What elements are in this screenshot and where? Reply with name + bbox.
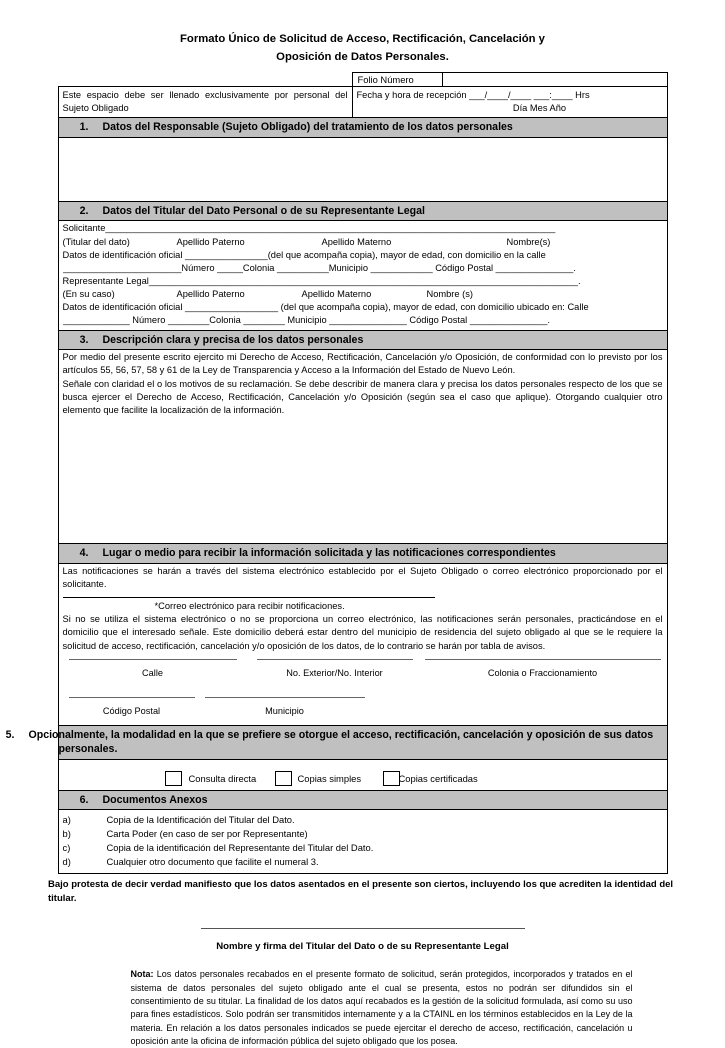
folio-value-cell[interactable] bbox=[442, 73, 667, 87]
section-1-header-row bbox=[58, 118, 667, 138]
section-4-paragraph-2: Si no se utiliza el sistema electrónico o no se proporciona un correo electrónico, las notificaciones serán personales, practicándose en el domicilio que el interesado señale. Este domicilio deberá estar dentro del municipio de residencia del sujeto obligado al que se le requiere la solicitud de acceso, rectificación, cancelación y/o oposición de los datos, de lo contrario se harán por tabla de avisos. bbox=[62, 614, 663, 651]
colonia-input-line[interactable] bbox=[425, 659, 661, 660]
exterior-label: No. Exterior/No. Interior bbox=[286, 667, 383, 678]
section-6-body bbox=[58, 810, 667, 874]
representante-columns bbox=[63, 288, 663, 301]
folio-label: Folio Número bbox=[357, 74, 414, 85]
section-1-header bbox=[58, 118, 667, 138]
municipio-input-line[interactable] bbox=[205, 697, 365, 698]
office-use-cell bbox=[58, 87, 352, 118]
representante-caption: (En su caso) bbox=[62, 289, 115, 300]
form-table bbox=[5, 72, 668, 874]
section-6-title: Documentos Anexos bbox=[102, 793, 208, 806]
ident-line-1[interactable]: Datos de identificación oficial ________________(del que acompaña copia), mayor de edad, con domicilio en la calle bbox=[62, 249, 546, 260]
anexo-marker-d: d) bbox=[62, 856, 71, 868]
section-2-number: 2. bbox=[79, 204, 89, 217]
rep-ident-line-1[interactable]: Datos de identificación oficial __________________ (del que acompaña copia), mayor de edad, con domicilio ubicado en: Calle bbox=[62, 302, 589, 313]
section-1-number: 1. bbox=[79, 121, 89, 134]
ident-line-2[interactable]: _______________________Número _____Colonia __________Municipio ____________ Código Postal _______________. bbox=[62, 262, 576, 273]
representante-line bbox=[63, 275, 663, 288]
rep-col-apellido-materno: Apellido Materno bbox=[301, 289, 372, 300]
list-item bbox=[63, 813, 663, 827]
reception-cell bbox=[352, 87, 667, 118]
nota-text: Los datos personales recabados en el presente formato de solicitud, serán protegidos, incorporados y tratados en el sistema de datos personales del sujeto obligado ante el cual se presenta, estos no podrán ser difundidos sin el consentimiento de su titular. La finalidad de los datos aquí recabados es la gestión de la solicitud formulada, así como su uso para fines estadísticos. Solo podrán ser transmitidos internamente y a la CTAINL en los términos establecidos en la Ley de la materia. En relación a los datos personales indicados se puede ejercitar el derecho de acceso, rectificación, cancelación u oposición ante la oficina de información pública del sujeto obligado que los posea. bbox=[130, 969, 633, 1046]
calle-label: Calle bbox=[142, 667, 163, 678]
section-6-header bbox=[58, 790, 667, 810]
list-item bbox=[63, 827, 663, 841]
label-consulta-directa: Consulta directa bbox=[188, 772, 257, 784]
section-1-body-row bbox=[58, 137, 667, 201]
label-copias-simples: Copias simples bbox=[297, 772, 362, 784]
col-apellido-paterno: Apellido Paterno bbox=[176, 236, 245, 247]
section-3-body-row bbox=[58, 350, 667, 544]
section-2-body bbox=[58, 221, 667, 330]
protesta-statement: Bajo protesta de decir verdad manifiesto que los datos asentados en el presente son ciertos, incluyendo los que acrediten la identidad del titular. bbox=[48, 879, 674, 905]
office-use-text: Este espacio debe ser llenado exclusivamente por personal del Sujeto Obligado bbox=[62, 90, 348, 114]
section-3-header bbox=[58, 330, 667, 350]
address-row-2 bbox=[63, 697, 663, 723]
title-line-1: Formato Único de Solicitud de Acceso, Rectificación, Cancelación y bbox=[180, 33, 545, 45]
section-5-header bbox=[5, 725, 667, 759]
anexo-text-c: Copia de la identificación del Representante del Titular del Dato. bbox=[106, 842, 374, 854]
office-use-row bbox=[58, 87, 667, 118]
solicitante-label: Solicitante bbox=[62, 223, 106, 234]
section-6-number: 6. bbox=[79, 793, 89, 806]
solicitante-line bbox=[63, 222, 663, 235]
codigo-postal-input-line[interactable] bbox=[69, 697, 195, 698]
col-apellido-materno: Apellido Materno bbox=[321, 236, 392, 247]
rep-ident-line-2[interactable]: _____________ Número ________Colonia ________ Municipio _______________ Código Postal _______________. bbox=[62, 315, 550, 326]
checkbox-copias-certificadas[interactable] bbox=[383, 771, 400, 786]
section-1-title: Datos del Responsable (Sujeto Obligado) del tratamiento de los datos personales bbox=[102, 121, 513, 134]
section-4-body-row bbox=[58, 563, 667, 725]
folio-label-cell bbox=[352, 73, 442, 87]
anexo-marker-c: c) bbox=[62, 842, 71, 854]
label-copias-certificadas: Copias certificadas bbox=[398, 772, 478, 784]
titular-columns bbox=[63, 236, 663, 249]
anexo-marker-a: a) bbox=[62, 814, 71, 826]
section-3-body[interactable] bbox=[58, 350, 667, 544]
representante-rule[interactable]: ___________________________________________________________________________________. bbox=[148, 276, 581, 287]
signature-area bbox=[0, 928, 725, 952]
municipio-label: Municipio bbox=[265, 705, 304, 716]
section-5-options bbox=[58, 759, 667, 790]
col-nombres: Nombre(s) bbox=[506, 236, 551, 247]
section-6-header-row bbox=[58, 790, 667, 810]
section-2-header-row bbox=[58, 201, 667, 221]
exterior-input-line[interactable] bbox=[257, 659, 413, 660]
anexo-text-a: Copia de la Identificación del Titular del Dato. bbox=[106, 814, 295, 826]
address-row-1 bbox=[63, 659, 663, 697]
section-3-answer-area[interactable] bbox=[63, 417, 663, 537]
section-2-header bbox=[58, 201, 667, 221]
anexo-text-d: Cualquier otro documento que facilite el numeral 3. bbox=[106, 856, 319, 868]
reception-label: Fecha y hora de recepción ___/____/____ ___:____ Hrs bbox=[356, 90, 590, 100]
section-6-body-row bbox=[58, 810, 667, 874]
section-4-title: Lugar o medio para recibir la información solicitada y las notificaciones correspondientes bbox=[102, 547, 556, 560]
email-caption: *Correo electrónico para recibir notificaciones. bbox=[154, 601, 345, 612]
codigo-postal-label: Código Postal bbox=[102, 705, 161, 716]
checkbox-copias-simples[interactable] bbox=[275, 771, 292, 786]
section-4-paragraph-1: Las notificaciones se harán a través del sistema electrónico establecido por el Sujeto Obligado o correo electrónico proporcionado por el solicitante. bbox=[62, 565, 663, 589]
section-2-body-row bbox=[58, 221, 667, 330]
section-3-header-row bbox=[58, 330, 667, 350]
anexos-list bbox=[63, 813, 663, 869]
section-4-header bbox=[58, 544, 667, 564]
colonia-label: Colonia o Fraccionamiento bbox=[487, 667, 598, 678]
section-5-title: Opcionalmente, la modalidad en la que se prefiere se otorgue el acceso, rectificación, cancelación y oposición de sus datos personales. bbox=[28, 728, 654, 756]
email-input-line[interactable] bbox=[63, 597, 435, 598]
section-5-header-row bbox=[58, 725, 667, 759]
section-3-paragraph-2: Señale con claridad el o los motivos de su reclamación. Se debe describir de manera clara y precisa los datos personales respecto de los que se busca ejercer el Derecho de Acceso, Rectificación, Cancelación y/o Oposición (según sea el caso que aplique). Otorgando cualquier otro elemento que facilite la localización de la información. bbox=[62, 378, 663, 415]
list-item bbox=[63, 841, 663, 855]
section-2-title: Datos del Titular del Dato Personal o de su Representante Legal bbox=[102, 204, 425, 217]
section-3-title: Descripción clara y precisa de los datos personales bbox=[102, 333, 364, 346]
section-4-body bbox=[58, 563, 667, 725]
title-line-2: Oposición de Datos Personales. bbox=[276, 51, 449, 63]
folio-spacer bbox=[58, 73, 352, 87]
signature-caption: Nombre y firma del Titular del Dato o de su Representante Legal bbox=[216, 941, 509, 953]
calle-input-line[interactable] bbox=[69, 659, 237, 660]
document-title bbox=[0, 0, 725, 66]
nota-block bbox=[93, 968, 633, 1048]
section-1-body[interactable] bbox=[58, 137, 667, 201]
titular-caption: (Titular del dato) bbox=[62, 236, 130, 247]
signature-line[interactable] bbox=[201, 928, 525, 929]
nota-label: Nota: bbox=[130, 969, 154, 980]
anexo-text-b: Carta Poder (en caso de ser por Representante) bbox=[106, 828, 308, 840]
anexo-marker-b: b) bbox=[62, 828, 71, 840]
section-4-header-row bbox=[58, 544, 667, 564]
checkbox-consulta-directa[interactable] bbox=[165, 771, 182, 786]
section-5-number: 5. bbox=[5, 728, 15, 741]
section-5-body-row bbox=[58, 759, 667, 790]
section-3-paragraph-1: Por medio del presente escrito ejercito mi Derecho de Acceso, Rectificación, Cancelación y/o Oposición, de conformidad con lo previsto por los artículos 55, 56, 57, 58 y 61 de la Ley de Transparencia y Acceso a la Información del Estado de Nuevo León. bbox=[62, 352, 663, 376]
representante-label: Representante Legal bbox=[62, 276, 149, 287]
reception-sub: Día Mes Año bbox=[512, 103, 567, 114]
list-item bbox=[63, 855, 663, 869]
section-4-number: 4. bbox=[79, 547, 89, 560]
folio-row bbox=[58, 73, 667, 87]
section-3-number: 3. bbox=[79, 333, 89, 346]
solicitante-rule[interactable]: _______________________________________________________________________________________ bbox=[105, 223, 556, 234]
rep-col-apellido-paterno: Apellido Paterno bbox=[176, 289, 245, 300]
rep-col-nombres: Nombre (s) bbox=[426, 289, 473, 300]
